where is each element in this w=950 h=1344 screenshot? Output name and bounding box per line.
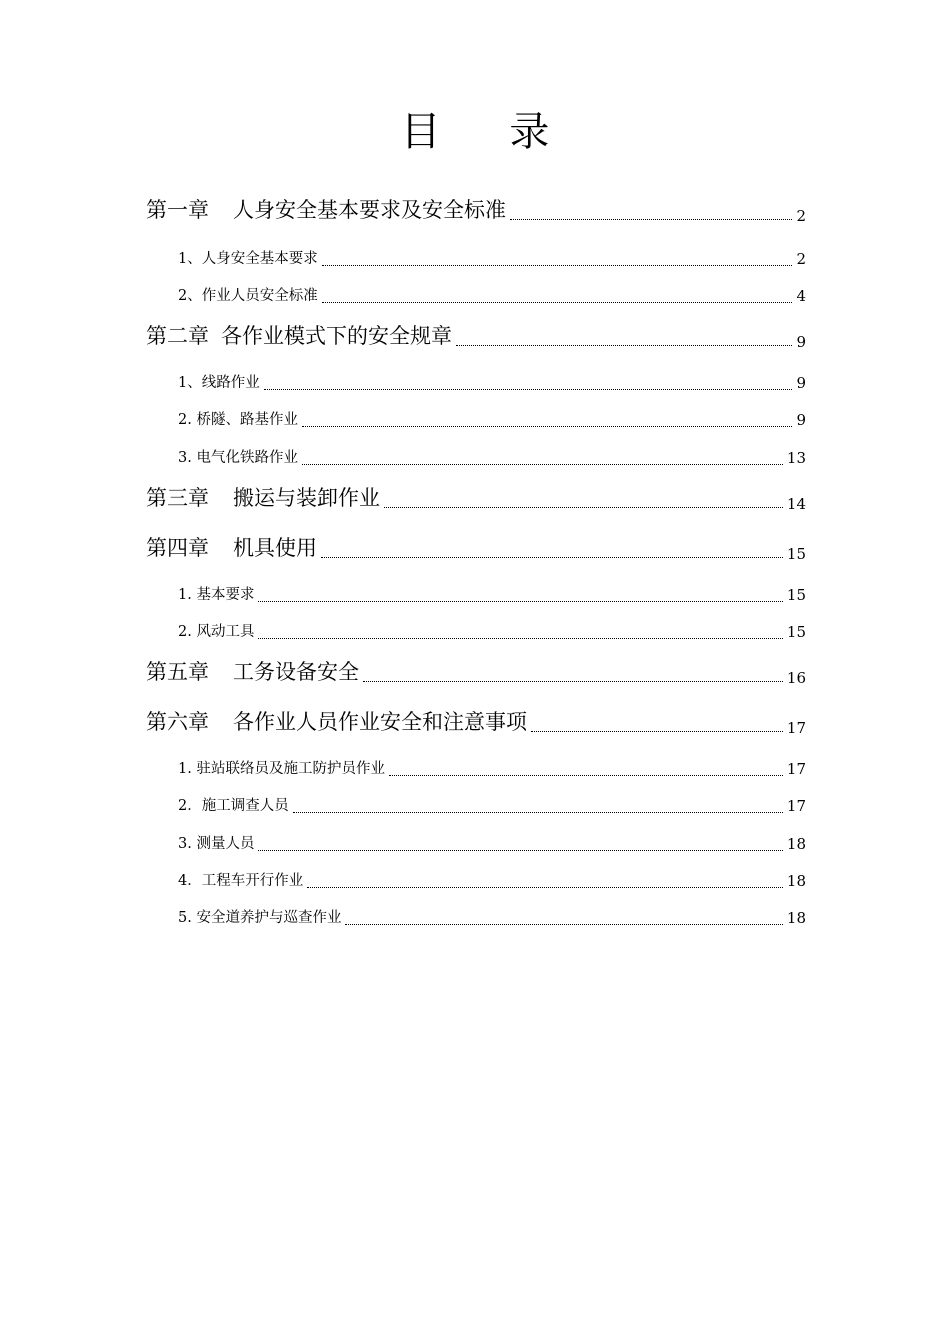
page-number: 9 xyxy=(796,333,806,351)
chapter-number: 第一章 xyxy=(146,198,209,222)
toc-section-6-1[interactable] xyxy=(178,758,806,780)
toc-chapter-4[interactable] xyxy=(146,534,806,562)
section-title: 1、人身安全基本要求 xyxy=(178,251,318,267)
chapter-title: 人身安全基本要求及安全标准 xyxy=(233,198,506,222)
section-title: 2. 风动工具 xyxy=(178,624,255,640)
page-number: 9 xyxy=(796,411,806,429)
page-number: 18 xyxy=(786,909,806,927)
dot-leader xyxy=(456,345,792,346)
toc-section-4-2[interactable] xyxy=(178,621,806,643)
dot-leader xyxy=(531,731,783,732)
chapter-title: 搬运与装卸作业 xyxy=(233,486,380,510)
dot-leader xyxy=(258,850,782,851)
page-number: 9 xyxy=(796,374,806,392)
page-title: 目 录 xyxy=(400,109,578,155)
page-number: 15 xyxy=(786,623,806,641)
toc-chapter-5[interactable] xyxy=(146,658,806,686)
page-number: 14 xyxy=(786,495,806,513)
section-title: 3. 电气化铁路作业 xyxy=(178,450,298,466)
chapter-title: 工务设备安全 xyxy=(233,660,359,684)
chapter-number: 第二章 xyxy=(146,324,209,348)
page-number: 2 xyxy=(796,207,806,225)
page-number: 18 xyxy=(786,835,806,853)
dot-leader xyxy=(384,507,783,508)
section-title: 2. 桥隧、路基作业 xyxy=(178,412,298,428)
toc-chapter-6[interactable] xyxy=(146,708,806,736)
toc-section-6-5[interactable] xyxy=(178,907,806,929)
page-number: 4 xyxy=(796,287,806,305)
toc-section-4-1[interactable] xyxy=(178,584,806,606)
chapter-number: 第三章 xyxy=(146,486,209,510)
section-title: 1. 驻站联络员及施工防护员作业 xyxy=(178,761,385,777)
dot-leader xyxy=(258,601,782,602)
dot-leader xyxy=(363,681,783,682)
page-number: 16 xyxy=(786,669,806,687)
toc-chapter-3[interactable] xyxy=(146,484,806,512)
toc-chapter-2[interactable] xyxy=(146,322,806,350)
dot-leader xyxy=(264,389,793,390)
section-title: 4．工程车开行作业 xyxy=(178,873,304,889)
chapter-title: 各作业模式下的安全规章 xyxy=(221,324,452,348)
dot-leader xyxy=(389,775,783,776)
dot-leader xyxy=(293,812,783,813)
toc-section-1-1[interactable] xyxy=(178,248,806,270)
dot-leader xyxy=(510,219,792,220)
dot-leader xyxy=(322,265,793,266)
page-number: 18 xyxy=(786,872,806,890)
toc-chapter-1[interactable] xyxy=(146,196,806,224)
toc-section-6-4[interactable] xyxy=(178,870,806,892)
toc-section-2-1[interactable] xyxy=(178,372,806,394)
section-title: 2、作业人员安全标准 xyxy=(178,288,318,304)
chapter-number: 第五章 xyxy=(146,660,209,684)
toc-section-2-3[interactable] xyxy=(178,447,806,469)
dot-leader xyxy=(321,557,783,558)
chapter-title: 各作业人员作业安全和注意事项 xyxy=(233,710,527,734)
page-number: 17 xyxy=(786,719,806,737)
section-title: 5. 安全道养护与巡查作业 xyxy=(178,910,342,926)
section-title: 2．施工调查人员 xyxy=(178,798,289,814)
page-number: 13 xyxy=(786,449,806,467)
chapter-title: 机具使用 xyxy=(233,536,317,560)
section-title: 1、线路作业 xyxy=(178,375,260,391)
section-title: 3. 测量人员 xyxy=(178,836,255,852)
toc-section-6-2[interactable] xyxy=(178,795,806,817)
toc-section-6-3[interactable] xyxy=(178,833,806,855)
dot-leader xyxy=(258,638,782,639)
toc-section-1-2[interactable] xyxy=(178,285,806,307)
dot-leader xyxy=(345,924,782,925)
section-title: 1. 基本要求 xyxy=(178,587,255,603)
toc-section-2-2[interactable] xyxy=(178,409,806,431)
page-number: 2 xyxy=(796,250,806,268)
chapter-number: 第六章 xyxy=(146,710,209,734)
dot-leader xyxy=(322,302,793,303)
chapter-number: 第四章 xyxy=(146,536,209,560)
page-number: 17 xyxy=(786,797,806,815)
dot-leader xyxy=(307,887,783,888)
page-number: 15 xyxy=(786,586,806,604)
dot-leader xyxy=(302,464,783,465)
dot-leader xyxy=(302,426,793,427)
page-number: 17 xyxy=(786,760,806,778)
page-number: 15 xyxy=(786,545,806,563)
